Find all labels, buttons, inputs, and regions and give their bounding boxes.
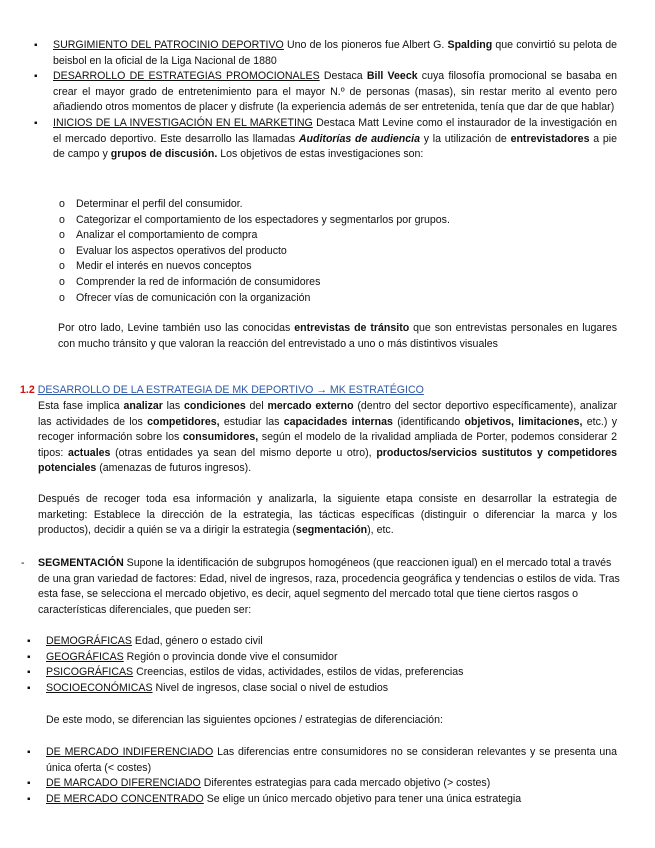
list-item [59,275,616,291]
item-text: y la utilización de [419,132,511,145]
circle-bullet-icon: o [59,291,65,304]
para-text: Después de recoger toda esa información y analizarla, la siguiente etapa consiste en desarrollar la estrategia de marketing: Establece la dirección de la estrategia, las tácticas específicas (distinguir o diferenciar la marca y los productos), decidir a quién se va a dirigir la estrategia ( [38,493,617,537]
item-heading: SOCIOECONÓMICAS [46,681,153,694]
item-heading: DESARROLLO DE ESTRATEGIAS PROMOCIONALES [53,70,320,83]
circle-bullet-icon: o [59,229,65,242]
circle-bullet-icon: o [59,260,65,273]
para-text: (identificando [392,415,465,428]
para-text: del [245,400,268,412]
item-text: Los objetivos de estas investigaciones son: [217,148,424,161]
para-bold: condiciones [183,400,246,412]
list-item [27,776,617,792]
objective-text: Categorizar el comportamiento de los espectadores y segmentarlos por grupos. [76,213,450,226]
list-item [27,745,617,776]
segments-list [27,634,626,696]
list-item [27,634,626,650]
para-bold: productos/servicios sustitutos y competidores potenciales [38,446,618,475]
differentiation-intro: De este modo, se diferencian las siguientes opciones / estrategias de diferenciación: [46,714,443,726]
para-bold: consumidores, [182,431,259,444]
circle-bullet-icon: o [59,244,65,257]
item-text: Se elige un único mercado objetivo para tener una única estrategia [203,792,522,805]
strategies-list [27,745,617,807]
list-item [27,665,626,681]
item-text: Nivel de ingresos, clase social o nivel de estudios [152,681,389,694]
dash-bullet-icon: - [21,557,25,569]
section-paragraph-1 [38,399,617,477]
item-heading: PSICOGRÁFICAS [46,666,134,679]
list-item [34,69,618,116]
para-text: Esta fase implica [38,400,124,412]
square-bullet-icon: ▪ [27,636,31,647]
top-bullet-list [34,38,618,163]
item-text: Diferentes estrategias para cada mercado objetivo (> costes) [200,777,491,790]
item-bold: Spalding [447,39,493,51]
square-bullet-icon: ▪ [27,682,31,694]
square-bullet-icon: ▪ [27,793,31,805]
list-item [59,291,616,307]
item-heading: SURGIMIENTO DEL PATROCINIO DEPORTIVO [53,39,284,51]
para-text: (otras entidades ya sean del mismo deporte u otro), [110,446,377,459]
list-item [59,197,616,213]
square-bullet-icon: ▪ [27,778,31,790]
list-item [34,38,617,69]
item-text: Edad, género o estado civil [131,635,263,647]
item-text: Uno de los pioneros fue Albert G. [283,39,448,51]
para-text: (amenazas de futuros ingresos). [96,462,252,475]
circle-bullet-icon: o [59,198,65,210]
square-bullet-icon: ▪ [27,651,31,663]
segmentation-paragraph [38,556,623,618]
square-bullet-icon: ▪ [27,667,31,679]
item-bold: grupos de discusión. [110,148,218,161]
item-bold: Bill Veeck [366,70,418,83]
list-item [59,228,616,244]
para-bold: objetivos, limitaciones, [464,415,583,428]
objective-text: Evaluar los aspectos operativos del producto [76,244,287,257]
para-bold: entrevistas de tránsito [294,322,410,334]
item-heading: INICIOS DE LA INVESTIGACIÓN EN EL MARKETING [53,116,313,129]
item-text: a pie de campo y [53,132,617,161]
circle-bullet-icon: o [59,275,65,288]
para-text: (dentro del sector deportivo específicamente), analizar las actividades de los [38,400,617,428]
para-bold: mercado externo [267,400,354,412]
levine-paragraph [58,321,617,352]
item-heading: DE MERCADO INDIFERENCIADO [46,746,214,758]
section-heading [20,383,620,399]
objective-text: Ofrecer vías de comunicación con la organización [76,291,311,304]
square-bullet-icon: ▪ [27,747,31,758]
list-item [59,244,616,260]
list-item [59,213,616,229]
objectives-list [59,197,616,306]
item-text: Destaca [319,70,367,83]
para-bold: analizar [123,400,163,412]
objective-text: Determinar el perfil del consumidor. [76,198,243,210]
item-text: que convirtió su pelota de beisbol en la oficial de la Liga Nacional de 1880 [53,39,617,67]
square-bullet-icon: ▪ [34,71,38,83]
objective-text: Analizar el comportamiento de compra [76,229,258,242]
para-text: Por otro lado, Levine también uso las conocidas [58,322,295,334]
para-bold: competidores, [147,415,220,428]
section-paragraph-2 [38,492,617,539]
para-bold: segmentación [295,524,368,537]
item-text: Destaca Matt Levine como el instaurador de la investigación en el mercado deportivo. Este desarrollo las llamadas [53,116,617,145]
para-bold: SEGMENTACIÓN [38,557,124,569]
list-item [59,259,616,275]
para-text: según el modelo de la rivalidad ampliada de Porter, podemos considerar 2 tipos: [38,431,617,459]
objective-text: Comprender la red de información de consumidores [76,275,321,288]
section-number: 1.2 [20,384,35,396]
list-item [34,116,617,163]
item-heading: DEMOGRÁFICAS [46,635,132,647]
list-item [27,681,626,697]
para-text: las [162,400,184,412]
square-bullet-icon: ▪ [34,40,38,51]
para-text: estudiar las [219,415,284,428]
item-bold-italic: Auditorías de audiencia [298,132,420,145]
circle-bullet-icon: o [59,213,65,226]
item-bold: entrevistadores [510,132,590,145]
item-heading: GEOGRÁFICAS [46,650,124,663]
item-text: Región o provincia donde vive el consumidor [123,650,338,663]
item-text: cuya filosofía promocional se basaba en crear el mayor grado de entretenimiento para el mayor N.º de personas (masas), sin restar merito al evento pero añadiendo otros momentos de placer y disfrute (la experiencia además de ser entretenida, tenía que dar de que hablar) [53,70,618,114]
para-text: etc.) y recoger información sobre los [38,415,617,444]
para-bold: actuales [68,446,111,459]
para-bold: capacidades internas [283,415,393,428]
item-heading: DE MARCADO DIFERENCIADO [46,777,201,790]
item-text: Creencias, estilos de vidas, actividades, estilos de vidas, preferencias [133,666,464,679]
item-heading: DE MERCADO CONCENTRADO [46,792,204,805]
square-bullet-icon: ▪ [34,117,38,129]
para-text: que son entrevistas personales en lugares con mucho tránsito y que valoran la reacción del entrevistado a uno o más distintivos visuales [58,322,617,350]
para-text: Supone la identificación de subgrupos homogéneos (que reaccionen igual) en el mercado total a través de una gran variedad de factores: Edad, nivel de ingresos, raza, procedencia geográfica y tendencias o estilos de vida. Tras esta fase, se selecciona el mercado objetivo, es decir, aquel segmento del mercado total que tiene ciertos rasgos o características diferenciales, que pueden ser: [38,557,620,616]
item-text: Las diferencias entre consumidores no se consideran relevantes y se presenta una única oferta (< costes) [46,746,617,774]
section-title: DESARROLLO DE LA ESTRATEGIA DE MK DEPORTIVO → MK ESTRATÉGICO [37,384,424,396]
list-item [27,792,617,808]
objective-text: Medir el interés en nuevos conceptos [76,260,252,273]
para-text: ), etc. [367,524,394,537]
list-item [27,650,626,666]
